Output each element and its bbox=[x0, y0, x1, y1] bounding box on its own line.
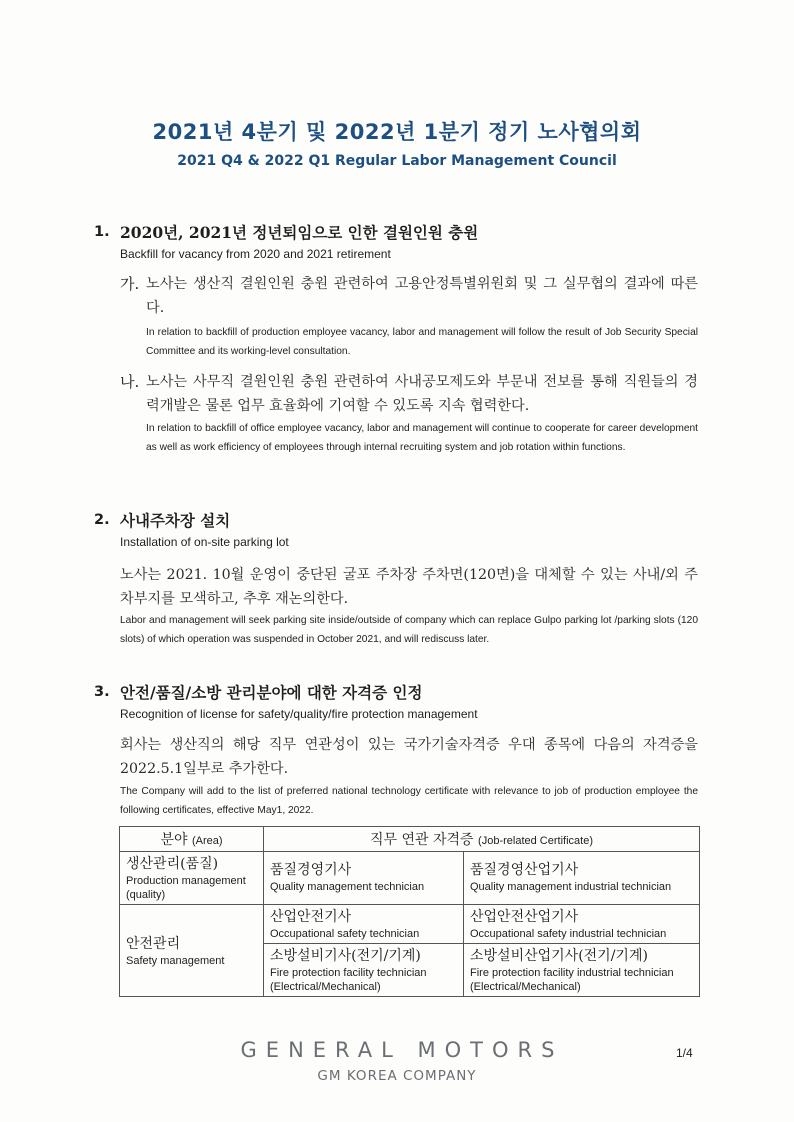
certificate-english: Occupational safety industrial technician bbox=[470, 928, 667, 940]
area-korean: 안전관리 bbox=[126, 935, 181, 952]
gm-korea-logo-subtitle: GM KOREA COMPANY bbox=[317, 1068, 477, 1084]
section-3-number: 3. bbox=[94, 684, 110, 700]
section-2-subheading: Installation of on-site parking lot bbox=[120, 535, 289, 549]
general-motors-logo: GENERAL MOTORS bbox=[240, 1038, 564, 1062]
section-2-korean: 노사는 2021. 10월 운영이 중단된 굴포 주차장 주차면(120면)을 대체할 수 있는 사내/외 주차부지를 모색하고, 추후 재논의한다. bbox=[120, 567, 698, 607]
certificate-korean: 소방설비기사(전기/기계) bbox=[270, 948, 421, 964]
area-english: Safety management bbox=[126, 954, 225, 967]
table-row bbox=[120, 852, 700, 905]
certificate-korean: 산업안전기사 bbox=[270, 909, 352, 925]
certificate-english: Fire protection facility technician (Electrical/Mechanical) bbox=[270, 967, 427, 993]
table-row bbox=[120, 905, 700, 997]
section-1-subheading: Backfill for vacancy from 2020 and 2021 retirement bbox=[120, 247, 391, 261]
certificate-entry bbox=[464, 905, 699, 944]
certificate-entry bbox=[264, 944, 463, 996]
certificate-cell bbox=[264, 852, 464, 905]
section-1-item-a-marker: 가. bbox=[120, 275, 140, 293]
section-3-english: The Company will add to the list of preferred national technology certificate with relevance to job of production employee the following certificates, effective May1, 2022. bbox=[120, 786, 698, 816]
table-header-certificate bbox=[264, 827, 700, 852]
section-2-english: Labor and management will seek parking site inside/outside of company which can replace Gulpo parking lot /parking slots (120 slots) of which operation was suspended in October 2021, and will rediscuss later. bbox=[120, 615, 698, 645]
certificate-korean: 산업안전산업기사 bbox=[470, 909, 579, 925]
header-cert-english: (Job-related Certificate) bbox=[478, 835, 593, 847]
certificate-entry bbox=[464, 944, 699, 996]
certificate-english: Quality management technician bbox=[270, 881, 425, 893]
certificate-english: Occupational safety technician bbox=[270, 928, 420, 940]
section-1-item-a-korean: 노사는 생산직 결원인원 충원 관련하여 고용안정특별위원회 및 그 실무협의 결과에 따른다. bbox=[146, 276, 698, 316]
section-1-item-b-english: In relation to backfill of office employee vacancy, labor and management will continue to cooperate for career development as well as work efficiency of employees through internal recruiting system and job rotation within functions. bbox=[146, 423, 698, 453]
certificate-korean: 품질경영기사 bbox=[270, 862, 352, 878]
certificate-korean: 소방설비산업기사(전기/기계) bbox=[470, 948, 648, 964]
section-3-korean: 회사는 생산직의 해당 직무 연관성이 있는 국가기술자격증 우대 종목에 다음의 자격증을 2022.5.1일부로 추가한다. bbox=[120, 737, 698, 777]
header-area-korean: 분야 bbox=[160, 832, 188, 848]
certificate-cell bbox=[464, 852, 700, 905]
certificate-english: Fire protection facility industrial technician (Electrical/Mechanical) bbox=[470, 967, 674, 993]
section-2-number: 2. bbox=[94, 512, 110, 528]
header-area-english: (Area) bbox=[191, 835, 223, 847]
certificate-entry bbox=[264, 905, 463, 944]
section-2-heading: 사내주차장 설치 bbox=[120, 511, 231, 530]
section-1-item-a-english: In relation to backfill of production employee vacancy, labor and management will follow the result of Job Security Special Committee and its working-level consultation. bbox=[146, 327, 698, 357]
certificate-english: Quality management industrial technician bbox=[470, 881, 672, 893]
area-cell-safety bbox=[120, 905, 264, 997]
certificate-table bbox=[119, 826, 700, 997]
section-1-heading: 2020년, 2021년 정년퇴임으로 인한 결원인원 충원 bbox=[120, 223, 479, 242]
certificate-korean: 품질경영산업기사 bbox=[470, 862, 579, 878]
area-english: Production management (quality) bbox=[126, 875, 246, 901]
header-cert-korean: 직무 연관 자격증 bbox=[370, 832, 474, 848]
section-1-item-b-korean: 노사는 사무직 결원인원 충원 관련하여 사내공모제도와 부문내 전보를 통해 직원들의 경력개발은 물론 업무 효율화에 기여할 수 있도록 지속 협력한다. bbox=[146, 374, 698, 414]
table-header-row bbox=[120, 827, 700, 852]
section-1-number: 1. bbox=[94, 224, 110, 240]
document-title-english: 2021 Q4 & 2022 Q1 Regular Labor Management Council bbox=[177, 153, 617, 169]
section-1-item-b-marker: 나. bbox=[120, 373, 140, 391]
area-korean: 생산관리(품질) bbox=[126, 856, 219, 872]
certificate-cell bbox=[464, 905, 700, 997]
area-cell-production bbox=[120, 852, 264, 905]
section-3-subheading: Recognition of license for safety/quality/fire protection management bbox=[120, 707, 478, 721]
certificate-cell bbox=[264, 905, 464, 997]
page-number: 1/4 bbox=[676, 1046, 693, 1060]
document-title-korean: 2021년 4분기 및 2022년 1분기 정기 노사협의회 bbox=[152, 120, 642, 144]
section-3-heading: 안전/품질/소방 관리분야에 대한 자격증 인정 bbox=[120, 683, 423, 702]
table-header-area bbox=[120, 827, 264, 852]
